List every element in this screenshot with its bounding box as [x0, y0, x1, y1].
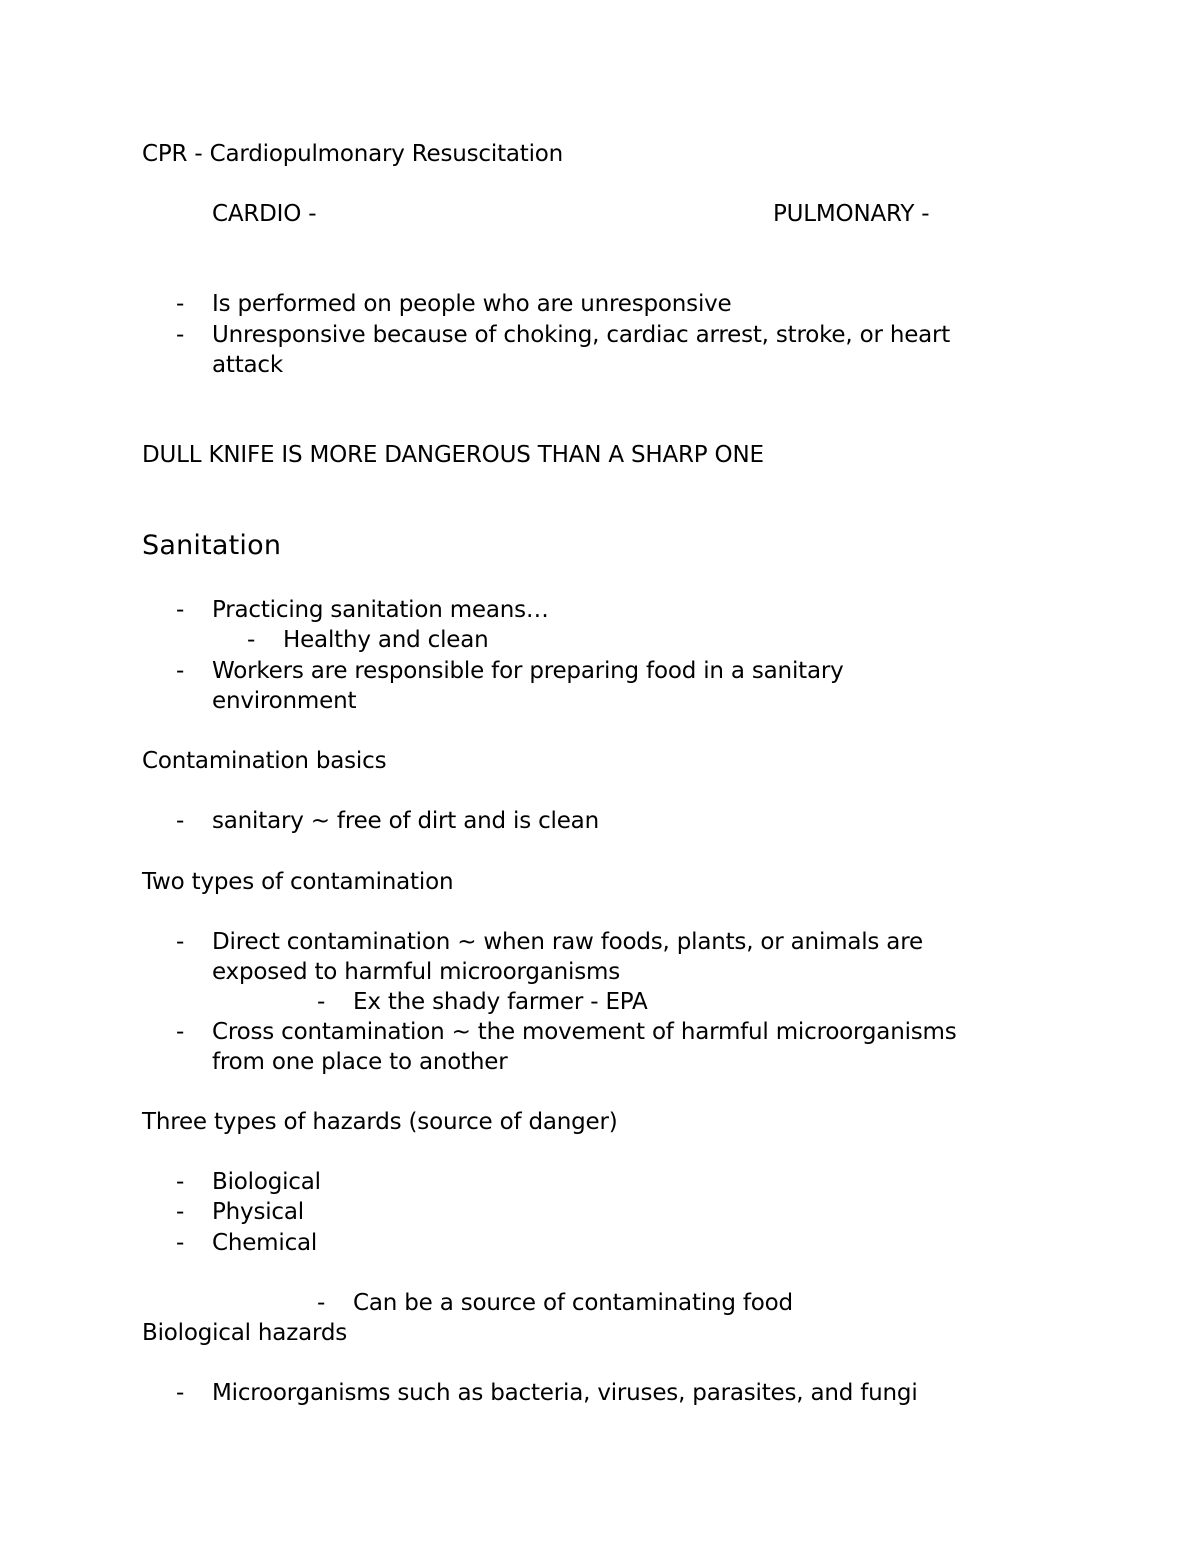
contamination-types-subbullet-1: Ex the shady farmer - EPA [353, 989, 648, 1015]
contamination-types-bullet-2-cont: from one place to another [212, 1049, 508, 1075]
bullet-dash: - [176, 658, 185, 684]
hazards-bullet-chemical: Chemical [212, 1230, 318, 1256]
bullet-dash: - [176, 1019, 185, 1045]
cpr-bullet-2-cont: attack [212, 352, 283, 378]
sanitation-heading: Sanitation [142, 530, 282, 561]
contamination-types-bullet-2: Cross contamination ~ the movement of harmful microorganisms [212, 1019, 957, 1045]
biological-hazards-bullet-1: Microorganisms such as bacteria, viruses, parasites, and fungi [212, 1380, 918, 1406]
contamination-types-bullet-1-cont: exposed to harmful microorganisms [212, 959, 620, 985]
hazards-note: Can be a source of contaminating food [353, 1290, 793, 1316]
sanitation-bullet-2-cont: environment [212, 688, 357, 714]
bullet-dash: - [317, 989, 326, 1015]
cpr-bullet-1: Is performed on people who are unresponsive [212, 291, 732, 317]
sanitation-bullet-1: Practicing sanitation means… [212, 597, 549, 623]
bullet-dash: - [176, 1230, 185, 1256]
sanitation-subbullet-1: Healthy and clean [283, 627, 489, 653]
hazards-bullet-physical: Physical [212, 1199, 304, 1225]
pulmonary-label: PULMONARY - [773, 201, 930, 227]
hazards-heading: Three types of hazards (source of danger) [142, 1109, 618, 1135]
bullet-dash: - [176, 1169, 185, 1195]
contamination-basics-bullet-1: sanitary ~ free of dirt and is clean [212, 808, 599, 834]
knife-note: DULL KNIFE IS MORE DANGEROUS THAN A SHARP ONE [142, 442, 764, 468]
cpr-bullet-2: Unresponsive because of choking, cardiac arrest, stroke, or heart [212, 322, 951, 348]
bullet-dash: - [176, 1380, 185, 1406]
hazards-bullet-biological: Biological [212, 1169, 321, 1195]
bullet-dash: - [176, 808, 185, 834]
cpr-title: CPR - Cardiopulmonary Resuscitation [142, 141, 564, 167]
bullet-dash: - [176, 929, 185, 955]
sanitation-bullet-2: Workers are responsible for preparing food in a sanitary [212, 658, 844, 684]
contamination-types-bullet-1: Direct contamination ~ when raw foods, plants, or animals are [212, 929, 923, 955]
bullet-dash: - [317, 1290, 326, 1316]
bullet-dash: - [176, 1199, 185, 1225]
contamination-types-heading: Two types of contamination [142, 869, 454, 895]
bullet-dash: - [176, 322, 185, 348]
bullet-dash: - [176, 597, 185, 623]
biological-hazards-heading: Biological hazards [142, 1320, 348, 1346]
bullet-dash: - [176, 291, 185, 317]
contamination-basics-heading: Contamination basics [142, 748, 387, 774]
cardio-label: CARDIO - [212, 201, 317, 227]
bullet-dash: - [247, 627, 256, 653]
